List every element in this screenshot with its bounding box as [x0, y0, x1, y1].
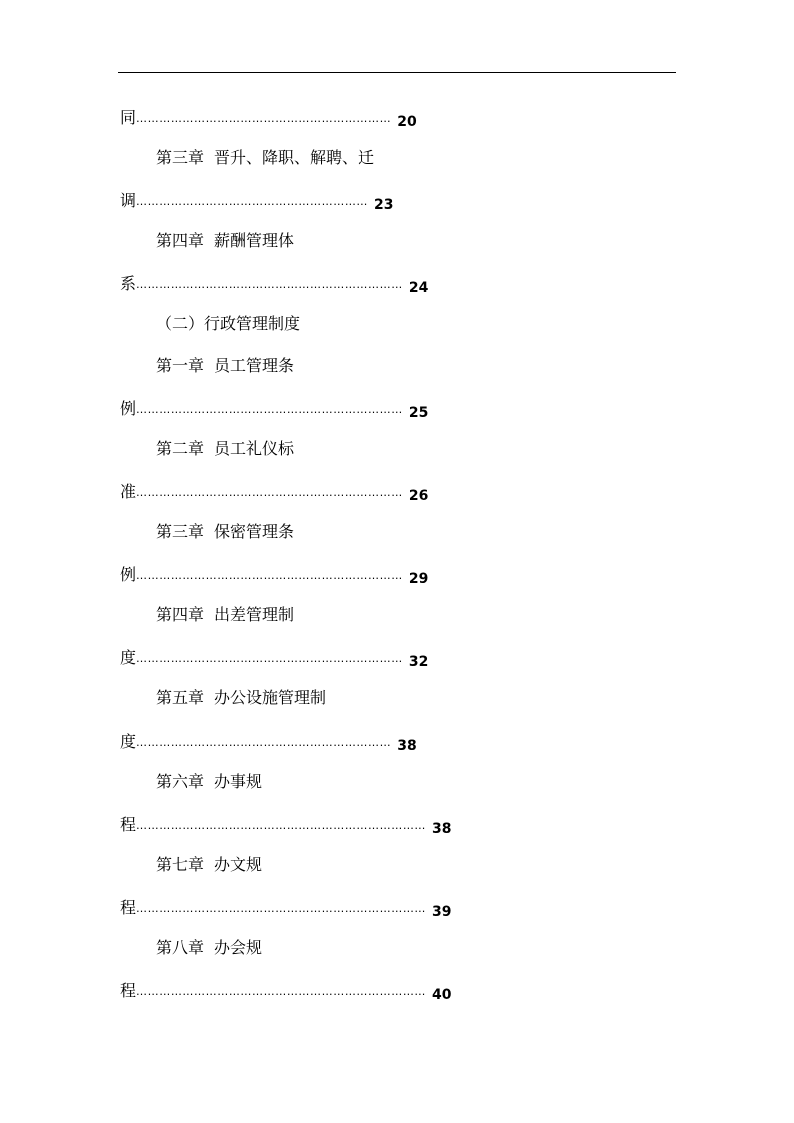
chapter-title: 办事规 — [214, 772, 263, 791]
toc-chapter-heading — [156, 438, 294, 460]
toc-chapter-heading — [156, 355, 294, 377]
toc-entry-continuation — [120, 814, 452, 836]
chapter-title: 保密管理条 — [214, 522, 295, 541]
toc-page-number: 39 — [432, 904, 452, 920]
chapter-title: 员工礼仪标 — [214, 439, 295, 458]
toc-entry-tail-text: 例 — [120, 565, 137, 584]
toc-entry-continuation — [120, 897, 452, 919]
toc-leader-dots: ………………………………………………………… — [136, 735, 392, 749]
toc-page-number: 25 — [408, 405, 429, 421]
toc-page-number: 20 — [397, 114, 417, 130]
toc-chapter-heading — [156, 604, 294, 626]
chapter-number: 第四章 — [156, 231, 205, 250]
toc-entry-tail-text: 调 — [120, 191, 137, 210]
toc-page-number: 24 — [408, 280, 429, 296]
toc-entry-tail-text: 准 — [120, 482, 137, 501]
toc-page-number: 29 — [408, 571, 429, 587]
toc-chapter-heading — [156, 854, 262, 876]
toc-page-number: 38 — [432, 821, 452, 837]
toc-chapter-heading — [156, 147, 374, 169]
toc-chapter-heading — [156, 771, 262, 793]
toc-entry-continuation — [120, 731, 417, 753]
toc-leader-dots: …………………………………………………………… — [136, 651, 403, 665]
toc-entry-continuation — [120, 647, 428, 669]
toc-leader-dots: …………………………………………………… — [136, 194, 369, 208]
toc-page-number: 26 — [408, 488, 429, 504]
chapter-number: 第三章 — [156, 148, 205, 167]
chapter-title: 办公设施管理制 — [214, 688, 327, 707]
chapter-title: 办会规 — [214, 938, 263, 957]
chapter-title: 薪酬管理体 — [214, 231, 295, 250]
toc-chapter-heading — [156, 687, 326, 709]
toc-page-number: 32 — [408, 654, 429, 670]
toc-entry-tail-text: 程 — [120, 898, 137, 917]
toc-leader-dots: ………………………………………………………………… — [136, 818, 427, 832]
toc-leader-dots: …………………………………………………………… — [136, 402, 403, 416]
toc-leader-dots: …………………………………………………………… — [136, 485, 403, 499]
chapter-number: 第八章 — [156, 938, 205, 957]
toc-leader-dots: …………………………………………………………… — [136, 277, 403, 291]
toc-leader-dots: ………………………………………………………… — [136, 111, 392, 125]
toc-chapter-heading — [156, 521, 294, 543]
toc-entry-continuation — [120, 107, 417, 129]
toc-entry-tail-text: 度 — [120, 648, 137, 667]
toc-section-heading: （二）行政管理制度 — [156, 314, 301, 333]
chapter-number: 第五章 — [156, 688, 205, 707]
toc-entry-tail-text: 程 — [120, 981, 137, 1000]
toc-entry-tail-text: 同 — [120, 108, 137, 127]
chapter-number: 第六章 — [156, 772, 205, 791]
toc-entry-tail-text: 度 — [120, 732, 137, 751]
chapter-number: 第四章 — [156, 605, 205, 624]
toc-entry-continuation — [120, 481, 428, 503]
chapter-number: 第七章 — [156, 855, 205, 874]
toc-chapter-heading — [156, 937, 262, 959]
toc-entry-tail-text: 系 — [120, 274, 137, 293]
toc-entry-continuation — [120, 273, 428, 295]
toc-chapter-heading — [156, 230, 294, 252]
toc-page-number: 40 — [432, 987, 452, 1003]
chapter-number: 第二章 — [156, 439, 205, 458]
toc-entry-continuation — [120, 980, 452, 1002]
toc-page-number: 23 — [374, 197, 394, 213]
chapter-title: 办文规 — [214, 855, 263, 874]
toc-entry-continuation — [120, 190, 394, 212]
toc-leader-dots: ………………………………………………………………… — [136, 984, 427, 998]
chapter-title: 出差管理制 — [214, 605, 295, 624]
chapter-number: 第三章 — [156, 522, 205, 541]
chapter-title: 员工管理条 — [214, 356, 295, 375]
toc-leader-dots: ………………………………………………………………… — [136, 901, 427, 915]
toc-page-number: 38 — [397, 738, 417, 754]
toc-entry-tail-text: 程 — [120, 815, 137, 834]
toc-entry-continuation — [120, 564, 428, 586]
chapter-title: 晋升、降职、解聘、迁 — [214, 148, 375, 167]
toc-entry-tail-text: 例 — [120, 399, 137, 418]
header-rule — [118, 72, 676, 73]
chapter-number: 第一章 — [156, 356, 205, 375]
toc-entry-continuation — [120, 398, 428, 420]
toc-leader-dots: …………………………………………………………… — [136, 568, 403, 582]
